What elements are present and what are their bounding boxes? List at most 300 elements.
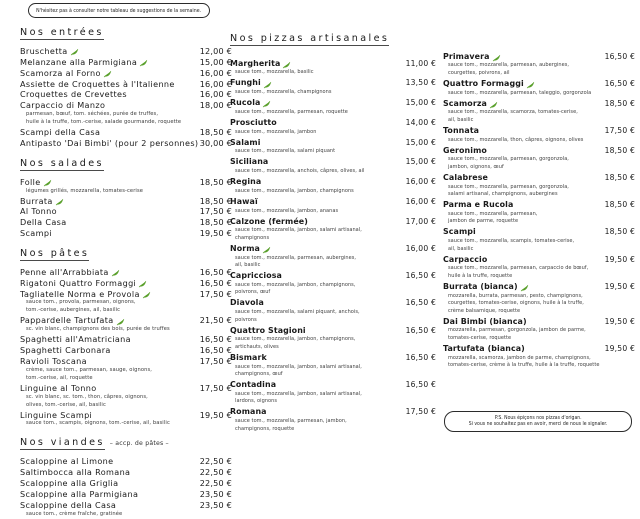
menu-item[interactable] [20, 79, 232, 90]
menu-item-name [20, 456, 113, 467]
menu-item-price: 19,50 € [199, 228, 232, 239]
menu-item-name-text: Scaloppine alla Parmigiana [20, 488, 139, 499]
pizza-description-line: ail, basilic [448, 116, 474, 123]
pizza-item[interactable] [230, 78, 436, 89]
menu-item[interactable] [20, 89, 232, 100]
pizza-description-line: sauce tom., mozzarella, jambon, salami artisanal, [235, 363, 362, 370]
menu-item-description-line: tom.-cerise, aubergines, ail, basilic [26, 307, 121, 314]
pizza-item[interactable] [230, 98, 436, 109]
vegetarian-leaf-icon [282, 61, 291, 69]
menu-item-name-text: Melanzane alla Parmigiana [20, 56, 138, 67]
pizza-description-line: sauce tom., mozzarella, jambon [235, 128, 317, 135]
menu-item-name-text: Penne all'Arrabbiata [20, 266, 109, 277]
menu-item[interactable] [20, 100, 232, 111]
pizza-description-line: champignons [235, 234, 270, 241]
section-spacer [20, 149, 232, 158]
pizza-description-line: champignons, roquette [235, 425, 295, 432]
menu-item[interactable] [20, 489, 232, 500]
section-spacer [20, 428, 232, 437]
pizza-description-line: sauce tom., mozzarella, anchois, câpres, olives, ail [235, 168, 365, 174]
pizza-item[interactable] [230, 217, 436, 228]
pizza-item[interactable] [230, 118, 436, 129]
pizza-name [230, 78, 272, 89]
pizza-name [443, 255, 487, 266]
pizza-name [230, 118, 277, 129]
pizza-price: 18,50 € [604, 200, 635, 209]
pizza-item[interactable] [230, 380, 436, 391]
pizza-name [230, 59, 291, 70]
menu-item-price: 22,50 € [199, 467, 232, 478]
section-items-entrees [20, 46, 232, 149]
menu-item-name-text: Scampi [20, 228, 52, 239]
pizza-name [443, 200, 513, 211]
pizza-name [443, 173, 488, 184]
menu-item-name-text: Bruschetta [20, 46, 68, 56]
menu-item-name [20, 467, 130, 478]
menu-item-name-text: Linguine al Tonno [20, 382, 97, 393]
pizza-name-text: Regina [230, 177, 262, 186]
menu-item-price: 22,50 € [199, 478, 232, 489]
menu-item-name-text: Scaloppine al Limone [20, 456, 114, 467]
menu-item[interactable] [20, 383, 232, 394]
pizza-name [230, 326, 306, 337]
section-header-pizzas [230, 33, 436, 46]
section-subtitle: – accp. de pâtes – [109, 440, 169, 448]
pizza-description-line: sauce tom., mozzarella, jambon, ananas [235, 207, 339, 214]
pizza-price: 19,50 € [604, 316, 635, 326]
pizza-item[interactable] [443, 317, 635, 328]
pizza-description-line: tomates-cerise, roquette [448, 334, 512, 341]
menu-item-name [20, 217, 67, 228]
vegetarian-leaf-icon [262, 246, 271, 254]
pizza-name-text: Scamorza [443, 98, 487, 108]
menu-item-price: 18,50 € [199, 195, 232, 206]
pizza-name [230, 407, 267, 418]
pizza-description-line: sauce tom., mozzarella, parmesan, carpaccio de bœuf, [448, 265, 589, 272]
pizza-name [443, 227, 476, 238]
pizza-price: 18,50 € [604, 172, 635, 182]
pizza-name-text: Diavola [230, 298, 264, 308]
pizza-item[interactable] [230, 298, 436, 309]
pizza-name-text: Rucola [230, 98, 261, 107]
section-title: Nos pâtes [20, 247, 90, 259]
menu-item-name-text: Al Tonno [20, 206, 57, 217]
menu-item-price: 17,50 € [199, 382, 232, 393]
section-items-salades [20, 177, 232, 239]
pizza-name [230, 271, 282, 282]
pizza-name [230, 298, 264, 309]
pizza-name [230, 353, 267, 364]
menu-item-name [20, 356, 87, 367]
menu-item-name [20, 196, 64, 207]
pizza-description-line: courgettes, poivrons, ail [448, 69, 510, 76]
pizza-item[interactable] [443, 99, 635, 110]
pizza-description-line: ail, basilic [448, 245, 474, 252]
pizza-item[interactable] [230, 177, 436, 188]
menu-item-name [20, 127, 100, 138]
pizza-name-text: Margherita [230, 58, 281, 68]
menu-item-price: 16,00 € [199, 67, 232, 78]
menu-item-description-line: tom.-cerise, ail, roquette [26, 374, 93, 381]
menu-item-name [20, 138, 198, 149]
pizza-item[interactable] [230, 271, 436, 282]
menu-item-price: 21,50 € [199, 315, 232, 326]
menu-item-price: 23,50 € [199, 488, 232, 499]
pizza-price: 16,50 € [405, 380, 436, 389]
pizza-description-line: sauce tom., mozzarella, parmesan, taleggio, gorgonzola [448, 89, 592, 96]
pizza-item[interactable] [443, 52, 635, 63]
pizza-item[interactable] [443, 79, 635, 90]
section-header-viandes [20, 437, 232, 450]
menu-item-price: 17,50 € [199, 206, 232, 217]
menu-item-name-text: Burrata [20, 195, 53, 206]
vegetarian-leaf-icon [103, 70, 112, 78]
menu-item[interactable] [20, 206, 232, 217]
section-title: Nos entrées [20, 27, 104, 38]
pizza-description-line: sauce tom., mozzarella, salami piquant [235, 148, 336, 155]
pizza-item[interactable] [443, 173, 635, 184]
menu-item[interactable] [20, 267, 232, 278]
pizza-name-text: Salami [230, 137, 261, 147]
pizza-price: 17,50 € [405, 407, 436, 417]
vegetarian-leaf-icon [55, 198, 64, 206]
menu-item-name [20, 383, 97, 394]
pizza-description-line: sauce tom., mozzarella, parmesan, gorgonzola, [448, 183, 569, 190]
pizza-description-line: lardons, oignons [235, 398, 278, 405]
pizza-items-left [230, 59, 436, 434]
menu-item-name [20, 177, 52, 188]
column-pizzas-left [230, 33, 436, 433]
menu-item-name [20, 315, 125, 326]
pizza-item[interactable] [230, 326, 436, 337]
menu-item-price: 15,00 € [199, 56, 232, 67]
pizza-description-line: mozzarella, scamorza, jambon de parme, champignons, [448, 354, 591, 361]
menu-item-name [20, 410, 92, 421]
pizza-name-text: Norma [230, 243, 260, 253]
pizza-description-line: poivrons [235, 316, 257, 323]
pizza-name-text: Capricciosa [230, 271, 282, 280]
vegetarian-leaf-icon [263, 81, 272, 89]
section-title: Nos salades [20, 157, 104, 169]
pizza-item[interactable] [230, 138, 436, 149]
menu-item-price: 30,00 € [199, 137, 232, 148]
section-title: Nos viandes [20, 437, 105, 449]
section-title: Nos pizzas artisanales [230, 33, 390, 44]
pizza-name [443, 126, 479, 137]
pizza-description-line: sauce tom., mozzarella, parmesan, roquette [235, 108, 348, 115]
menu-item-description-line: sc. vin blanc, champignons des bois, purée de truffes [26, 326, 170, 333]
pizza-item[interactable] [443, 126, 635, 137]
pizza-price: 16,50 € [604, 78, 635, 88]
menu-item[interactable] [20, 334, 232, 345]
weekly-suggestions-text: N'hésitez pas à consulter notre tableau de suggestions de la semaine. [36, 7, 202, 14]
pizza-description-line: sauce tom., mozzarella, jambon, champignons [235, 187, 354, 194]
menu-item-name [20, 489, 138, 500]
vegetarian-leaf-icon [70, 48, 79, 56]
menu-item-description-line: légumes grillés, mozzarella, tomates-cerise [26, 187, 144, 194]
menu-item-name [20, 278, 147, 289]
column-pizzas-right [443, 50, 635, 370]
menu-item-price: 16,00 € [199, 78, 232, 89]
menu-item-name [20, 345, 111, 356]
pizza-name-text: Prosciutto [230, 117, 277, 127]
menu-item[interactable] [20, 57, 232, 68]
pizza-name-text: Contadina [230, 380, 277, 389]
pizza-description-line: sauce tom., mozzarella, salami piquant, anchois, [235, 309, 360, 315]
pizza-item[interactable] [443, 282, 635, 293]
pizza-description-line: jambon, oignons, œuf [448, 163, 504, 170]
pizza-price: 16,50 € [405, 298, 436, 308]
column-dishes [20, 27, 232, 519]
pizza-name [443, 52, 501, 63]
menu-item-description-line: huile à la truffe, tom.-cerise, salade gourmande, roquette [26, 119, 182, 126]
pizza-name-text: Primavera [443, 51, 490, 61]
menu-item-price: 16,50 € [199, 334, 232, 345]
section-items-pates [20, 267, 232, 428]
menu-item-price: 16,50 € [199, 345, 232, 356]
menu-item-description-line: sauce tom., provola, parmesan, oignons, [26, 299, 136, 306]
menu-item-price: 16,50 € [199, 277, 232, 288]
pizza-name-text: Tartufata (bianca) [443, 343, 525, 353]
weekly-suggestions-banner [28, 3, 210, 18]
menu-item-name [20, 46, 79, 57]
menu-item[interactable] [20, 410, 232, 421]
pizza-description-line: mozzarella, parmesan, gorgonzola, jambon de parme, [448, 327, 586, 334]
menu-item-price: 16,00 € [199, 89, 232, 100]
pizza-name-text: Funghi [230, 78, 261, 88]
menu-item-name-text: Linguine Scampi [20, 409, 93, 420]
pizza-price: 19,50 € [604, 281, 635, 291]
pizza-name [230, 98, 271, 109]
menu-item-name-text: Folle [20, 176, 41, 187]
menu-item-name [20, 57, 148, 68]
menu-item-name [20, 289, 151, 300]
pizza-name-text: Scampi [443, 227, 476, 237]
pizza-price: 16,00 € [405, 243, 436, 253]
pizza-item[interactable] [443, 344, 635, 355]
menu-item-name-text: Ravioli Toscana [20, 355, 87, 366]
menu-item-name-text: Rigatoni Quattro Formaggi [20, 277, 137, 288]
menu-item-name [20, 68, 112, 79]
pizza-name [230, 177, 261, 188]
pizza-description-line: sauce tom., mozzarella, jambon, salami artisanal, [235, 227, 362, 234]
menu-item[interactable] [20, 127, 232, 138]
menu-item-price: 17,50 € [199, 288, 232, 299]
pizza-description-line: courgettes, tomates-cerise, oignons, huile à la truffe, [448, 300, 584, 306]
menu-item-description-line: crème, sauce tom., parmesan, sauge, oignons, [26, 366, 153, 373]
pizza-price: 18,50 € [604, 145, 635, 155]
menu-item-name [20, 500, 116, 511]
pizza-price: 16,50 € [405, 325, 436, 335]
pizza-item[interactable] [230, 197, 436, 208]
pizza-description-line: sauce tom., mozzarella, thon, câpres, oignons, olives [448, 136, 584, 143]
section-header-pates [20, 248, 232, 261]
menu-item-name-text: Spaghetti Carbonara [20, 345, 111, 356]
pizza-item[interactable] [443, 227, 635, 238]
pizza-name-text: Calabrese [443, 172, 488, 182]
pizza-description-line: sauce tom., mozzarella, parmesan, jambon, [235, 418, 347, 424]
menu-item-name-text: Carpaccio di Manzo [20, 100, 106, 111]
pizza-name [230, 157, 268, 168]
pizza-name-text: Quattro Stagioni [230, 325, 306, 335]
menu-item-name [20, 79, 175, 90]
pizza-price: 16,00 € [405, 196, 436, 206]
section-items-viandes [20, 456, 232, 518]
menu-item[interactable] [20, 345, 232, 356]
menu-item[interactable] [20, 456, 232, 467]
pizza-price: 15,00 € [405, 98, 436, 107]
oregano-note-line-2: Si vous ne souhaitez pas en avoir, merci de nous le signaler. [468, 420, 608, 427]
vegetarian-leaf-icon [526, 81, 535, 89]
vegetarian-leaf-icon [139, 59, 148, 67]
menu-item-name [20, 267, 120, 278]
pizza-price: 18,50 € [604, 98, 635, 108]
pizza-description-line: sauce tom., mozzarella, parmesan, gorgonzola, [448, 156, 569, 163]
pizza-description-line: huile à la truffe, roquette [448, 272, 513, 279]
pizza-name [443, 146, 487, 157]
pizza-items-right [443, 52, 635, 370]
pizza-item[interactable] [230, 59, 436, 70]
pizza-item[interactable] [443, 255, 635, 266]
pizza-name [443, 99, 498, 110]
menu-item-name-text: Scampi della Casa [20, 127, 101, 138]
menu-item[interactable] [20, 138, 232, 149]
menu-item-name [20, 206, 57, 217]
menu-item-name-text: Scaloppine della Casa [20, 499, 117, 510]
vegetarian-leaf-icon [138, 280, 147, 288]
pizza-name [230, 197, 258, 208]
pizza-item[interactable] [443, 200, 635, 211]
section-spacer [230, 52, 436, 57]
vegetarian-leaf-icon [116, 318, 125, 326]
pizza-name-text: Tonnata [443, 125, 480, 135]
pizza-description-line: sauce tom., mozzarella, basilic [235, 69, 314, 76]
vegetarian-leaf-icon [262, 100, 271, 108]
menu-item[interactable] [20, 500, 232, 511]
pizza-description-line: sauce tom., mozzarella, parmesan, [448, 210, 538, 217]
pizza-description-line: jambon de parme, roquette [448, 218, 519, 225]
pizza-price: 19,50 € [604, 343, 635, 353]
menu-item[interactable] [20, 278, 232, 289]
pizza-description-line: sauce tom., mozzarella, champignons [235, 89, 332, 95]
menu-item-name [20, 228, 52, 239]
pizza-name-text: Burrata (bianca) [443, 281, 518, 291]
pizza-name-text: Parma e Rucola [443, 200, 514, 209]
menu-item-price: 18,00 € [199, 100, 232, 111]
menu-item[interactable] [20, 46, 232, 57]
pizza-name-text: Bismark [230, 352, 267, 362]
pizza-item[interactable] [230, 353, 436, 364]
pizza-description-line: poivrons, œuf [235, 289, 271, 296]
pizza-name-text: Siciliana [230, 157, 269, 167]
pizza-name [230, 380, 276, 391]
pizza-description-line: sauce tom., mozzarella, jambon, salami artisanal, [235, 390, 362, 397]
section-header-entrees [20, 27, 232, 40]
menu-item-name [20, 334, 131, 345]
pizza-description-line: sauce tom., mozzarella, parmesan, aubergines, [235, 254, 357, 261]
pizza-item[interactable] [443, 146, 635, 157]
pizza-item[interactable] [230, 244, 436, 255]
menu-item[interactable] [20, 289, 232, 300]
menu-item-price: 18,50 € [199, 127, 232, 138]
menu-item-price: 19,50 € [199, 409, 232, 420]
pizza-name [443, 344, 525, 355]
section-header-salades [20, 158, 232, 171]
pizza-name-text: Hawaï [230, 196, 258, 206]
vegetarian-leaf-icon [111, 269, 120, 277]
menu-item-name-text: Saltimbocca alla Romana [20, 467, 131, 478]
pizza-price: 14,00 € [405, 117, 436, 127]
pizza-name [443, 282, 529, 293]
pizza-description-line: ail, basilic [235, 262, 261, 268]
vegetarian-leaf-icon [142, 291, 151, 299]
menu-item-name [20, 100, 105, 111]
menu-item-price: 22,50 € [199, 456, 232, 467]
menu-item-price: 12,00 € [199, 46, 232, 56]
menu-item-price: 16,50 € [199, 266, 232, 277]
section-spacer [20, 239, 232, 248]
pizza-name-text: Dai Bimbi (bianca) [443, 316, 527, 326]
vegetarian-leaf-icon [489, 101, 498, 109]
menu-item[interactable] [20, 356, 232, 367]
pizza-price: 16,50 € [405, 271, 436, 280]
pizza-description-line: sauce tom., mozzarella, jambon, champignons, [235, 281, 356, 288]
menu-item-name-text: Pappardelle Tartufata [20, 315, 114, 326]
pizza-description-line: champignons, œuf [235, 371, 283, 377]
vegetarian-leaf-icon [43, 179, 52, 187]
pizza-price: 16,50 € [405, 352, 436, 362]
pizza-description-line: sauce tom., mozzarella, parmesan, aubergines, [448, 62, 570, 69]
menu-item[interactable] [20, 467, 232, 478]
menu-item[interactable] [20, 196, 232, 207]
pizza-price: 18,50 € [604, 227, 635, 237]
pizza-item[interactable] [230, 407, 436, 418]
pizza-name [230, 244, 271, 255]
pizza-price: 16,50 € [604, 51, 635, 61]
pizza-description-line: crème balsamique, roquette [448, 307, 521, 314]
menu-item-description-line: sauce tom., crème fraîche, gratinée [26, 510, 123, 517]
pizza-price: 13,50 € [405, 78, 436, 88]
pizza-description-line: tomates-cerise, crème à la truffe, huile à la truffe, roquette [448, 362, 600, 368]
pizza-name-text: Quattro Formaggi [443, 78, 524, 88]
menu-item[interactable] [20, 478, 232, 489]
menu-item-description-line: olives, tom.-cerise, ail, basilic [26, 401, 106, 408]
pizza-item[interactable] [230, 157, 436, 168]
pizza-description-line: artichauts, olives [235, 343, 279, 350]
pizza-description-line: mozzarella, burrata, parmesan, pesto, champignons, [448, 292, 583, 299]
menu-item-name [20, 478, 118, 489]
pizza-name-text: Geronimo [443, 145, 487, 155]
pizza-price: 15,00 € [405, 137, 436, 147]
pizza-name [443, 317, 527, 328]
menu-item[interactable] [20, 177, 232, 188]
menu-item-name-text: Tagliatelle Norma e Provola [20, 288, 140, 299]
menu-item[interactable] [20, 315, 232, 326]
menu-item[interactable] [20, 68, 232, 79]
menu-item[interactable] [20, 228, 232, 239]
pizza-name-text: Romana [230, 407, 267, 417]
pizza-price: 19,50 € [604, 254, 635, 264]
menu-item-name-text: Della Casa [20, 217, 67, 228]
pizza-description-line: sauce tom., mozzarella, scampis, tomates-cerise, [448, 238, 575, 244]
menu-item-name-text: Scaloppine alla Griglia [20, 478, 119, 489]
menu-item[interactable] [20, 217, 232, 228]
menu-item-name-text: Spaghetti all'Amatriciana [20, 334, 131, 345]
pizza-price: 16,00 € [405, 177, 436, 186]
menu-item-name-text: Antipasto 'Dai Bimbi' (pour 2 personnes) [20, 137, 199, 148]
pizza-name-text: Calzone (fermée) [230, 216, 308, 226]
menu-item-name-text: Croquettes de Crevettes [20, 89, 127, 100]
